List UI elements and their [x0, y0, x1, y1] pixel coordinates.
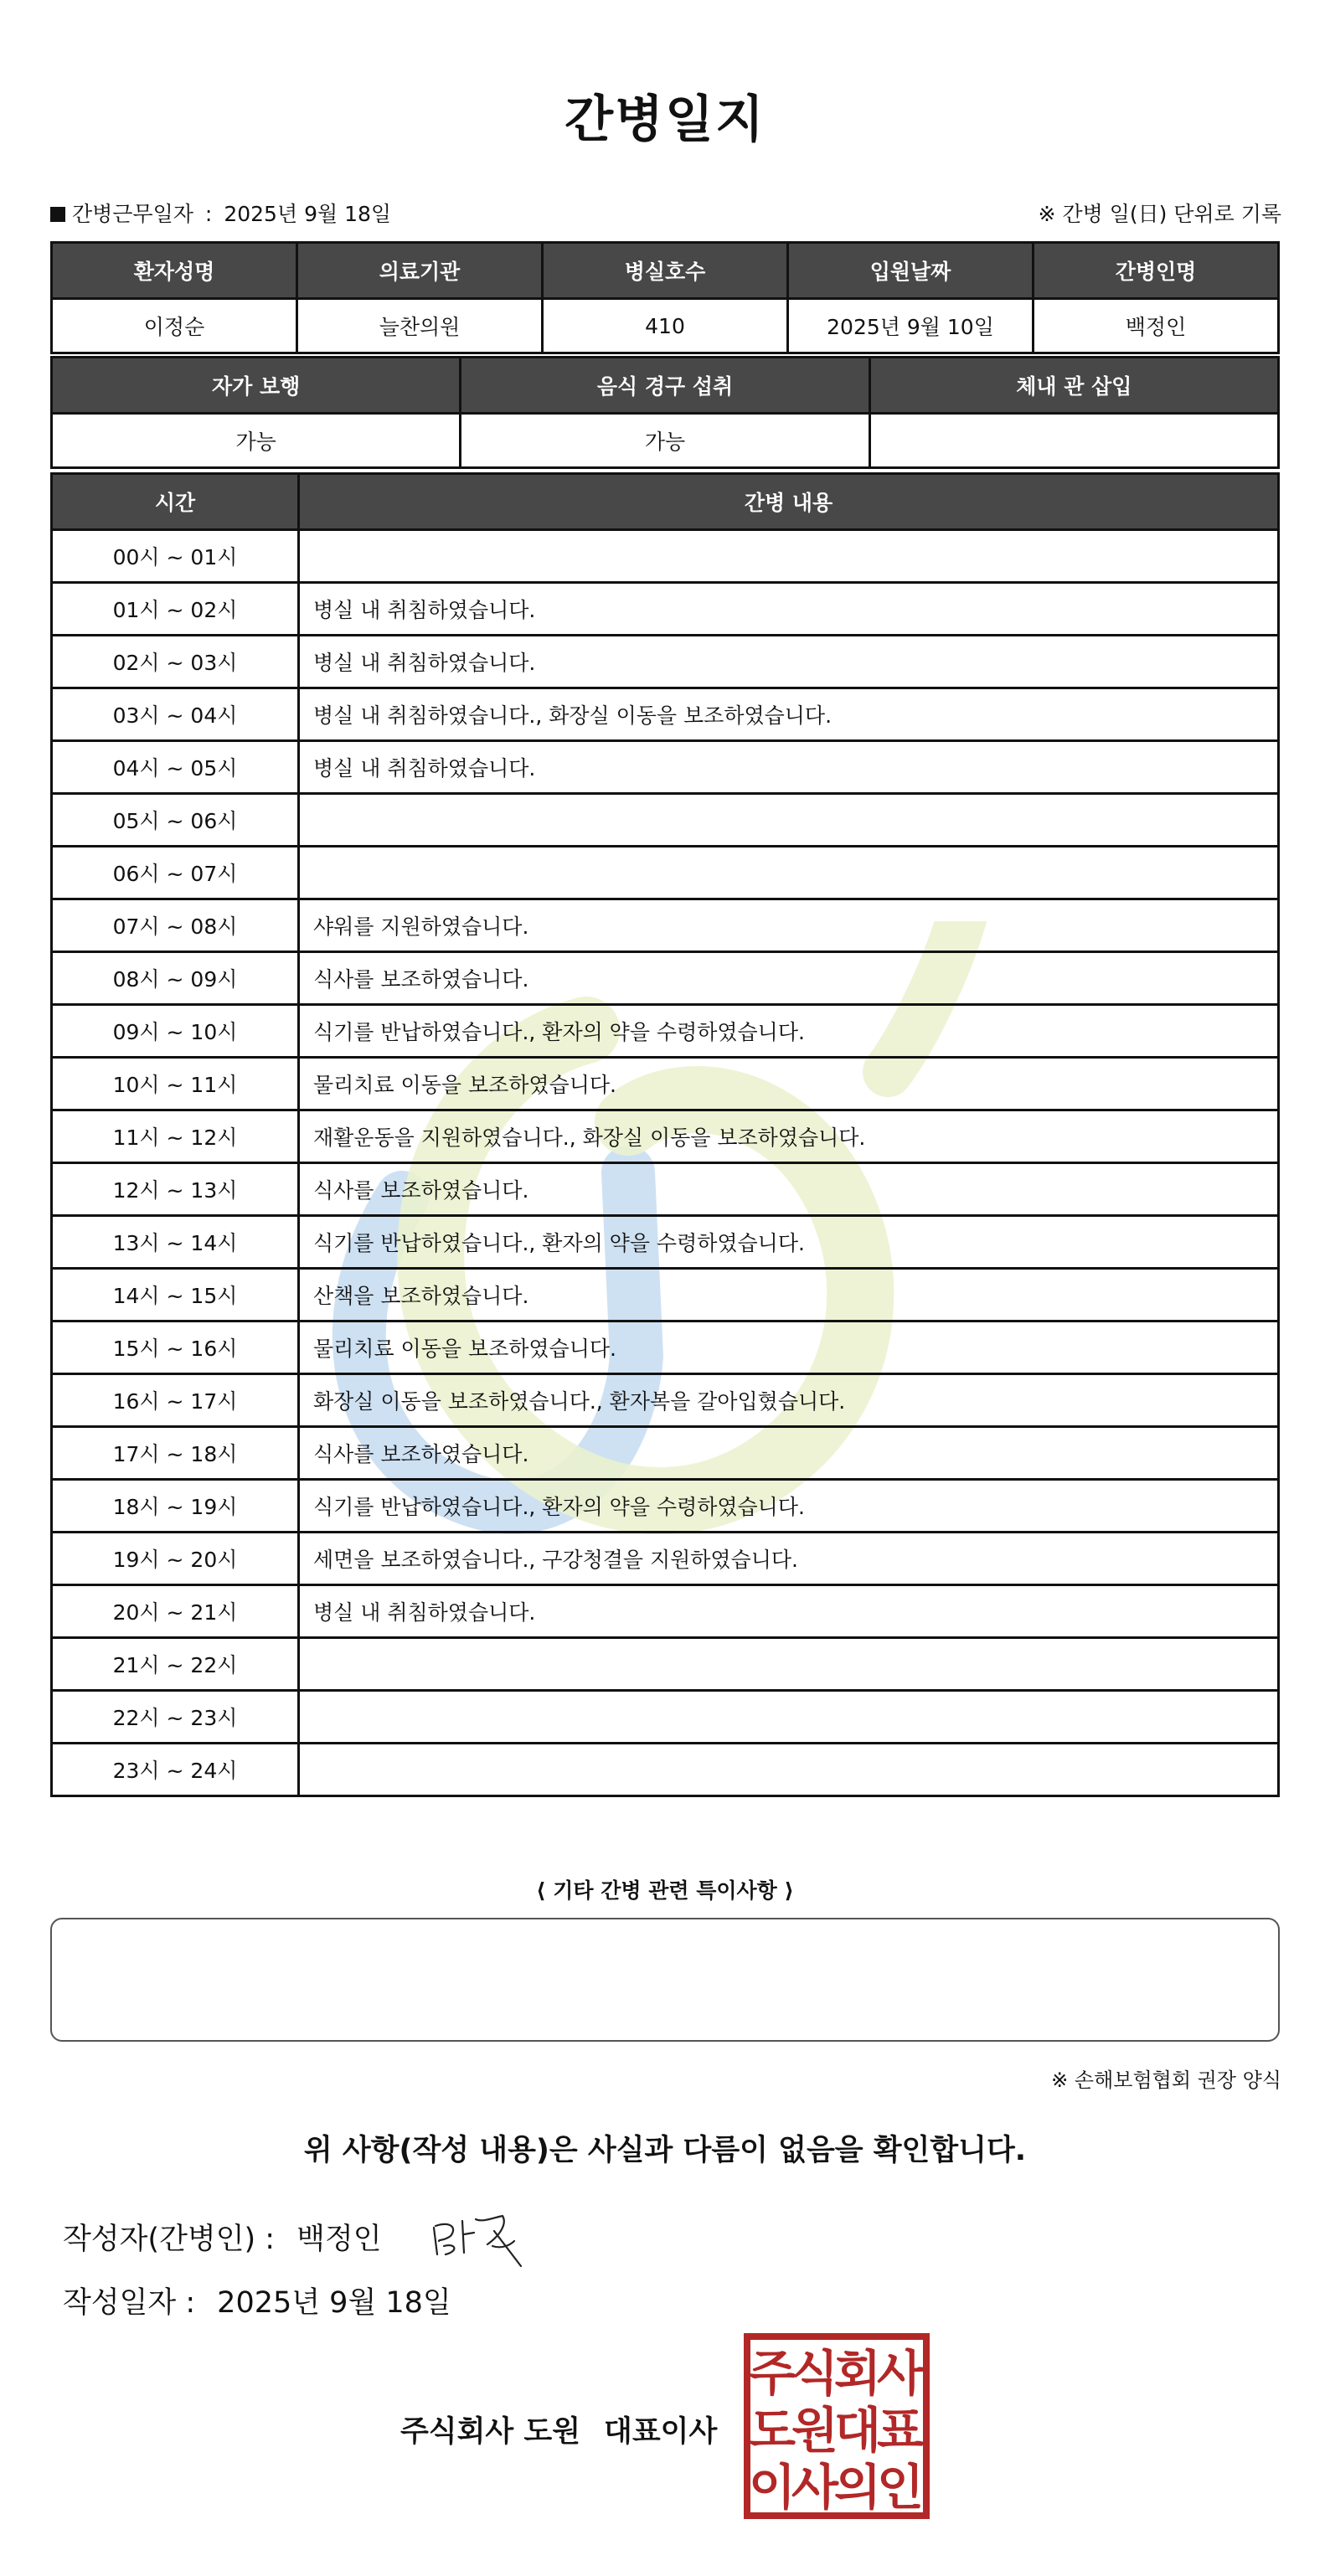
log-row [52, 1005, 1279, 1058]
writer-line [63, 2216, 382, 2258]
header-care-content: 간병 내용 [299, 474, 1279, 530]
notes-title: ⟨ 기타 간병 관련 특이사항 ⟩ [536, 1878, 794, 1903]
log-content [299, 794, 1279, 847]
log-time: 01시 ~ 02시 [52, 583, 299, 636]
log-row [52, 952, 1279, 1005]
log-time: 13시 ~ 14시 [52, 1216, 299, 1269]
seal-character: 사 [876, 2345, 925, 2402]
tube-insertion-value [869, 414, 1278, 468]
log-time: 03시 ~ 04시 [52, 688, 299, 741]
page-title: 간병일지 [564, 90, 766, 149]
log-time: 16시 ~ 17시 [52, 1374, 299, 1427]
log-content: 재활운동을 지원하였습니다., 화장실 이동을 보조하였습니다. [299, 1110, 1279, 1163]
header-admission-date: 입원날짜 [788, 243, 1034, 299]
seal-character: 식 [791, 2345, 839, 2402]
log-content: 물리치료 이동을 보조하였습니다. [299, 1321, 1279, 1374]
log-row [52, 1585, 1279, 1638]
log-content [299, 530, 1279, 583]
log-row [52, 1691, 1279, 1744]
recommend-note: ※ 손해보험협회 권장 양식 [1051, 2069, 1281, 2092]
room-number: 410 [543, 299, 788, 353]
seal-character: 인 [876, 2459, 925, 2516]
log-content [299, 1691, 1279, 1744]
header-institution: 의료기관 [297, 243, 543, 299]
log-header-row [52, 474, 1279, 530]
log-row [52, 636, 1279, 688]
header-patient-name: 환자성명 [52, 243, 297, 299]
company-seal-stamp [742, 2331, 931, 2521]
log-row [52, 1638, 1279, 1691]
log-content: 병실 내 취침하였습니다. [299, 1585, 1279, 1638]
company-title: 대표이사 [604, 2415, 718, 2449]
log-content: 화장실 이동을 보조하였습니다., 환자복을 갈아입혔습니다. [299, 1374, 1279, 1427]
square-bullet-icon [50, 207, 65, 222]
log-content: 병실 내 취침하였습니다., 화장실 이동을 보조하였습니다. [299, 688, 1279, 741]
log-content [299, 1744, 1279, 1796]
work-date-separator: : [204, 202, 213, 226]
log-row [52, 1533, 1279, 1585]
log-time: 15시 ~ 16시 [52, 1321, 299, 1374]
log-row [52, 847, 1279, 899]
self-walking-value: 가능 [52, 414, 461, 468]
log-row [52, 1480, 1279, 1533]
log-content: 식사를 보조하였습니다. [299, 1163, 1279, 1216]
log-time: 12시 ~ 13시 [52, 1163, 299, 1216]
care-log-table [50, 472, 1280, 1797]
writer-name: 백정인 [296, 2223, 382, 2256]
log-time: 20시 ~ 21시 [52, 1585, 299, 1638]
log-row [52, 1216, 1279, 1269]
seal-character: 회 [833, 2345, 882, 2402]
seal-character: 주 [748, 2345, 796, 2402]
seal-character: 원 [791, 2402, 839, 2459]
log-time: 19시 ~ 20시 [52, 1533, 299, 1585]
patient-header-row [52, 243, 1279, 299]
log-rows [52, 530, 1279, 1796]
seal-character: 의 [833, 2459, 882, 2516]
seal-character: 표 [876, 2402, 925, 2459]
log-row [52, 794, 1279, 847]
log-content: 세면을 보조하였습니다., 구강청결을 지원하였습니다. [299, 1533, 1279, 1585]
log-time: 06시 ~ 07시 [52, 847, 299, 899]
log-row [52, 1269, 1279, 1321]
oral-intake-value: 가능 [461, 414, 869, 468]
status-header-row [52, 358, 1279, 414]
seal-character: 이 [748, 2459, 796, 2516]
log-row [52, 1321, 1279, 1374]
log-time: 08시 ~ 09시 [52, 952, 299, 1005]
log-content [299, 847, 1279, 899]
work-date-label: 간병근무일자 [72, 202, 193, 226]
patient-name: 이정순 [52, 299, 297, 353]
log-row [52, 1163, 1279, 1216]
seal-character: 도 [748, 2402, 796, 2459]
seal-character: 대 [833, 2402, 882, 2459]
header-time: 시간 [52, 474, 299, 530]
log-time: 18시 ~ 19시 [52, 1480, 299, 1533]
log-time: 17시 ~ 18시 [52, 1427, 299, 1480]
header-room-number: 병실호수 [543, 243, 788, 299]
header-self-walking: 자가 보행 [52, 358, 461, 414]
status-value-row [52, 414, 1279, 468]
log-time: 09시 ~ 10시 [52, 1005, 299, 1058]
patient-info-table [50, 241, 1280, 354]
log-row [52, 899, 1279, 952]
log-time: 04시 ~ 05시 [52, 741, 299, 794]
log-row [52, 583, 1279, 636]
header-oral-intake: 음식 경구 섭취 [461, 358, 869, 414]
company-name: 주식회사 도원 [400, 2415, 581, 2449]
log-content: 식사를 보조하였습니다. [299, 952, 1279, 1005]
log-row [52, 741, 1279, 794]
header-tube-insertion: 체내 관 삽입 [869, 358, 1278, 414]
work-date-value: 2025년 9월 18일 [224, 202, 392, 226]
log-time: 23시 ~ 24시 [52, 1744, 299, 1796]
patient-status-table [50, 356, 1280, 469]
log-content: 식기를 반납하였습니다., 환자의 약을 수령하였습니다. [299, 1480, 1279, 1533]
log-row [52, 1058, 1279, 1110]
seal-character: 사 [791, 2459, 839, 2516]
log-content: 식사를 보조하였습니다. [299, 1427, 1279, 1480]
log-row [52, 530, 1279, 583]
log-time: 02시 ~ 03시 [52, 636, 299, 688]
log-time: 07시 ~ 08시 [52, 899, 299, 952]
institution-name: 늘찬의원 [297, 299, 543, 353]
log-time: 05시 ~ 06시 [52, 794, 299, 847]
writing-date-line [63, 2280, 451, 2321]
log-content: 샤워를 지원하였습니다. [299, 899, 1279, 952]
patient-value-row [52, 299, 1279, 353]
log-time: 22시 ~ 23시 [52, 1691, 299, 1744]
unit-note: ※ 간병 일(日) 단위로 기록 [1038, 202, 1281, 226]
log-content: 병실 내 취침하였습니다. [299, 741, 1279, 794]
signature [427, 2202, 536, 2269]
log-time: 14시 ~ 15시 [52, 1269, 299, 1321]
company-line [400, 2409, 717, 2450]
log-row [52, 1374, 1279, 1427]
log-row [52, 688, 1279, 741]
header-caregiver-name: 간병인명 [1034, 243, 1279, 299]
writer-label: 작성자(간병인) : [63, 2223, 276, 2256]
work-date-line [50, 198, 391, 228]
writing-date-label: 작성일자 : [63, 2286, 196, 2320]
log-row [52, 1744, 1279, 1796]
caregiver-name: 백정인 [1034, 299, 1279, 353]
log-time: 10시 ~ 11시 [52, 1058, 299, 1110]
confirm-statement: 위 사항(작성 내용)은 사실과 다름이 없음을 확인합니다. [303, 2134, 1027, 2167]
log-content: 병실 내 취침하였습니다. [299, 583, 1279, 636]
log-content: 병실 내 취침하였습니다. [299, 636, 1279, 688]
log-row [52, 1110, 1279, 1163]
log-row [52, 1427, 1279, 1480]
log-content: 산책을 보조하였습니다. [299, 1269, 1279, 1321]
log-content [299, 1638, 1279, 1691]
log-time: 21시 ~ 22시 [52, 1638, 299, 1691]
admission-date: 2025년 9월 10일 [788, 299, 1034, 353]
notes-box [50, 1918, 1280, 2042]
log-content: 식기를 반납하였습니다., 환자의 약을 수령하였습니다. [299, 1216, 1279, 1269]
log-time: 00시 ~ 01시 [52, 530, 299, 583]
log-content: 식기를 반납하였습니다., 환자의 약을 수령하였습니다. [299, 1005, 1279, 1058]
log-content: 물리치료 이동을 보조하였습니다. [299, 1058, 1279, 1110]
writing-date-value: 2025년 9월 18일 [217, 2286, 451, 2320]
log-time: 11시 ~ 12시 [52, 1110, 299, 1163]
